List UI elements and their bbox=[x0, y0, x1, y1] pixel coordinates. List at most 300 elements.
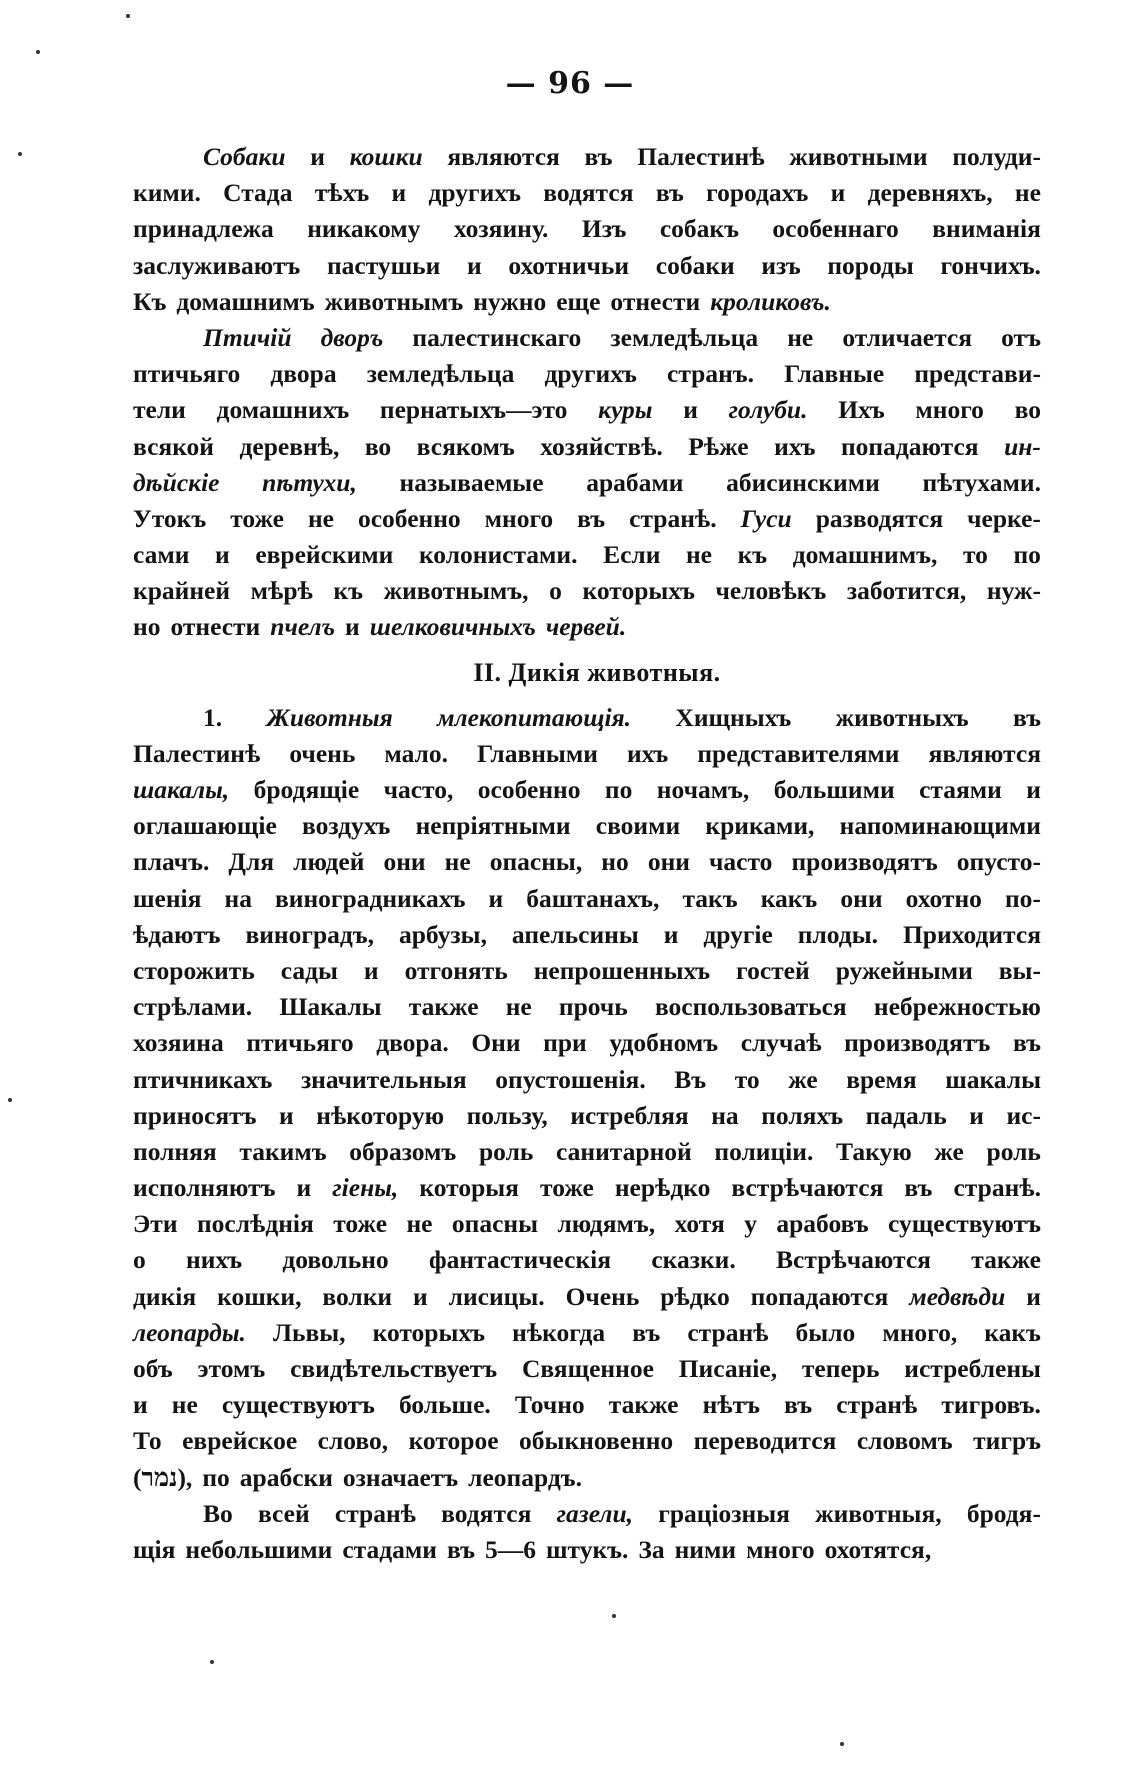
word: принадлежа bbox=[133, 214, 274, 244]
word: кошки, bbox=[217, 1281, 302, 1311]
scan-speck bbox=[126, 14, 130, 18]
text-line bbox=[133, 609, 1041, 645]
word: животныхъ bbox=[835, 702, 969, 732]
word: нерѣдко bbox=[614, 1173, 711, 1203]
word: разводятся bbox=[815, 503, 944, 533]
text-line bbox=[133, 772, 1041, 808]
italic-word: медвѣди bbox=[909, 1281, 1006, 1311]
word: которое bbox=[408, 1426, 499, 1456]
word: стрѣлами. bbox=[133, 992, 253, 1022]
word: и bbox=[279, 1100, 294, 1130]
word: попадаются bbox=[750, 1281, 889, 1311]
word: леопардъ. bbox=[468, 1462, 582, 1492]
word: сказки. bbox=[651, 1245, 736, 1275]
word: собаки bbox=[655, 250, 735, 280]
word: не bbox=[787, 322, 814, 352]
word: кими. bbox=[133, 178, 201, 208]
word: Для bbox=[228, 847, 275, 877]
word: поляхъ bbox=[761, 1100, 844, 1130]
word: деревнѣ, bbox=[239, 431, 340, 461]
word: тигръ bbox=[973, 1426, 1041, 1456]
word: нуж- bbox=[986, 576, 1041, 606]
word: которыя bbox=[419, 1173, 519, 1203]
word: странѣ. bbox=[629, 503, 717, 533]
word: нихъ bbox=[186, 1245, 243, 1275]
word: криками, bbox=[705, 811, 815, 841]
word: также bbox=[408, 992, 479, 1022]
word: Рѣже bbox=[688, 431, 749, 461]
word: отнести bbox=[170, 612, 261, 642]
word: нужно bbox=[473, 286, 547, 316]
word: истребляя bbox=[570, 1100, 689, 1130]
word: породы bbox=[827, 250, 914, 280]
word: большими bbox=[773, 775, 895, 804]
word: хозяина bbox=[133, 1028, 224, 1058]
word: такимъ bbox=[239, 1136, 327, 1166]
word: и bbox=[215, 540, 230, 570]
word: тоже bbox=[540, 1173, 594, 1203]
word: тигровъ. bbox=[941, 1390, 1041, 1420]
word: не bbox=[406, 1209, 433, 1239]
word: земледѣльца bbox=[610, 322, 759, 352]
word: не bbox=[1014, 178, 1041, 208]
word: непріятными bbox=[415, 811, 571, 841]
word: лисицы. bbox=[448, 1281, 545, 1311]
word: 5—6 bbox=[484, 1534, 536, 1564]
italic-word: червей. bbox=[545, 612, 627, 642]
word: абисинскими bbox=[726, 467, 880, 497]
word: ѣдаютъ bbox=[133, 919, 221, 949]
word: являются bbox=[928, 738, 1041, 768]
word: не bbox=[685, 540, 712, 570]
word: переводится bbox=[693, 1426, 837, 1456]
word: апельсины bbox=[511, 919, 639, 949]
word: пѣтухами. bbox=[922, 467, 1041, 497]
word: небрежностью bbox=[873, 992, 1041, 1022]
word: водятся bbox=[543, 178, 634, 208]
word: Палестинѣ bbox=[637, 142, 765, 171]
word: какъ bbox=[760, 883, 818, 913]
word: арабами bbox=[586, 467, 684, 497]
word: водятся bbox=[441, 1498, 532, 1528]
word: въ bbox=[632, 1317, 661, 1347]
word: же bbox=[788, 1064, 818, 1094]
italic-word: Животныя bbox=[266, 702, 393, 732]
text-line bbox=[133, 844, 1041, 880]
word: тоже bbox=[333, 1209, 388, 1239]
word: животнымъ bbox=[324, 286, 464, 316]
word: баштанахъ, bbox=[526, 883, 660, 913]
word: 1. bbox=[203, 702, 223, 732]
word: еврейское bbox=[182, 1426, 298, 1456]
word: въ bbox=[577, 503, 606, 533]
word: охотно bbox=[905, 883, 982, 913]
text-line bbox=[133, 1315, 1041, 1351]
word: въ bbox=[655, 178, 684, 208]
word: воспользоваться bbox=[654, 992, 847, 1022]
word: волки bbox=[322, 1281, 393, 1311]
word: собакъ bbox=[659, 214, 739, 244]
word: сторожить bbox=[133, 955, 255, 985]
word: животныя, bbox=[815, 1498, 942, 1528]
word: арбузы, bbox=[398, 919, 487, 949]
word: и bbox=[363, 955, 379, 985]
italic-word: гіены, bbox=[332, 1173, 399, 1203]
word: значительныя bbox=[300, 1064, 467, 1094]
word: образомъ bbox=[349, 1136, 457, 1166]
word: странъ. bbox=[667, 359, 755, 389]
word: щія bbox=[133, 1534, 176, 1564]
word: при bbox=[543, 1028, 587, 1058]
word: Въ bbox=[674, 1064, 707, 1094]
word: Стада bbox=[223, 178, 293, 208]
word: много, bbox=[882, 1317, 958, 1347]
word: отгонять bbox=[404, 955, 508, 985]
word: палестинскаго bbox=[412, 322, 582, 352]
word: и bbox=[488, 883, 504, 913]
word: представи- bbox=[914, 359, 1041, 389]
word: Если bbox=[603, 540, 661, 570]
italic-word: шелковичныхъ bbox=[369, 612, 536, 642]
word: заботится, bbox=[846, 576, 967, 606]
word: представителями bbox=[697, 738, 900, 768]
word: много bbox=[915, 395, 984, 425]
word: опусто- bbox=[956, 847, 1041, 877]
word: другихъ bbox=[428, 178, 521, 208]
word: Шакалы bbox=[279, 992, 382, 1022]
word: вниманія bbox=[932, 214, 1041, 244]
word: о bbox=[549, 576, 562, 606]
word: нѣкогда bbox=[512, 1317, 606, 1347]
text-line bbox=[133, 465, 1041, 501]
word: опасны bbox=[451, 1209, 539, 1239]
word: нѣкоторую bbox=[316, 1100, 445, 1130]
word: рѣдко bbox=[660, 1281, 730, 1311]
word: ихъ bbox=[626, 738, 669, 768]
word: Главными bbox=[477, 738, 598, 768]
text-line bbox=[133, 1134, 1041, 1170]
text-line bbox=[133, 501, 1041, 537]
italic-word: млекопитающія. bbox=[437, 702, 632, 732]
word: Они bbox=[471, 1028, 521, 1058]
word: отнести bbox=[610, 286, 701, 316]
word: никакому bbox=[307, 214, 421, 244]
word: называемые bbox=[399, 467, 544, 497]
word: существуютъ bbox=[888, 1209, 1041, 1239]
word: гончихъ. bbox=[940, 250, 1041, 280]
italic-word: дѣйскіе bbox=[133, 467, 220, 497]
word: опустошенія. bbox=[495, 1064, 646, 1094]
text-line bbox=[133, 139, 1041, 175]
word: бродящіе bbox=[253, 775, 360, 804]
scan-speck bbox=[36, 50, 40, 54]
word: такъ bbox=[682, 883, 738, 913]
word: крайней bbox=[133, 576, 231, 606]
text-line bbox=[133, 248, 1041, 284]
word: Писаніе, bbox=[678, 1354, 778, 1383]
word: случаѣ bbox=[740, 1028, 822, 1058]
word: тоже bbox=[230, 503, 284, 533]
word: существуютъ bbox=[221, 1390, 375, 1420]
word: отличается bbox=[842, 322, 973, 352]
word: тѣхъ bbox=[314, 178, 370, 208]
italic-word: газели, bbox=[556, 1498, 634, 1528]
word: теперь bbox=[801, 1354, 880, 1383]
text-line bbox=[133, 917, 1041, 953]
word: производятъ bbox=[791, 847, 938, 877]
text-line bbox=[133, 392, 1041, 428]
word: и bbox=[969, 1100, 984, 1130]
word: и bbox=[296, 1173, 312, 1203]
word: Точно bbox=[514, 1390, 585, 1420]
word: нѣтъ bbox=[702, 1390, 760, 1420]
word: по bbox=[1013, 540, 1041, 570]
word: Изъ bbox=[581, 214, 627, 244]
word: животнымъ, bbox=[383, 576, 529, 606]
word: шакалы bbox=[945, 1064, 1041, 1094]
word: въ bbox=[1012, 1028, 1041, 1058]
word: странѣ bbox=[836, 1390, 918, 1420]
word: словомъ bbox=[856, 1426, 953, 1456]
word: на bbox=[224, 883, 252, 913]
word: мѣрѣ bbox=[250, 576, 313, 606]
italic-word: ин- bbox=[1004, 431, 1041, 461]
word: по- bbox=[1004, 883, 1041, 913]
word: Хищныхъ bbox=[675, 702, 792, 732]
word: приносятъ bbox=[133, 1100, 257, 1130]
word: и bbox=[133, 1390, 148, 1420]
text-line bbox=[133, 953, 1041, 989]
word: особенно bbox=[477, 775, 581, 804]
word: черке- bbox=[967, 503, 1041, 533]
word: заслуживаютъ bbox=[133, 250, 301, 280]
word: много bbox=[746, 1534, 815, 1564]
word: къ bbox=[333, 576, 363, 606]
word: еще bbox=[556, 286, 601, 316]
text-line bbox=[133, 573, 1041, 609]
word: двора bbox=[270, 359, 337, 389]
word: и bbox=[310, 142, 325, 171]
text-line bbox=[133, 356, 1041, 392]
word: по bbox=[604, 775, 633, 804]
word: много bbox=[484, 503, 554, 533]
word: сады bbox=[280, 955, 338, 985]
word: попадаются bbox=[840, 431, 979, 461]
word: было bbox=[795, 1317, 856, 1347]
text-line bbox=[133, 808, 1041, 844]
word: удобномъ bbox=[609, 1028, 719, 1058]
word: плачъ. bbox=[133, 847, 210, 877]
word: еврейскими bbox=[255, 540, 394, 570]
text-line bbox=[133, 1170, 1041, 1206]
word: граціозныя bbox=[658, 1498, 790, 1528]
word: человѣкъ bbox=[715, 576, 827, 606]
word: падаль bbox=[865, 1100, 947, 1130]
word: птичьяго bbox=[133, 359, 241, 389]
word: встрѣчаются bbox=[731, 1173, 884, 1203]
word: (נמר), bbox=[133, 1462, 193, 1492]
word: шенія bbox=[133, 883, 202, 913]
word: и bbox=[1026, 775, 1041, 804]
word: полиціи. bbox=[714, 1136, 814, 1166]
text-line bbox=[133, 1387, 1041, 1423]
word: всякомъ bbox=[416, 431, 515, 461]
word: людей bbox=[293, 847, 365, 877]
word: непрошенныхъ bbox=[533, 955, 711, 985]
word: на bbox=[711, 1100, 739, 1130]
word: людямъ, bbox=[557, 1209, 656, 1239]
word: то bbox=[734, 1064, 760, 1094]
italic-word: Собаки bbox=[203, 142, 286, 171]
page-number: — 96 — bbox=[505, 66, 635, 101]
word: виноградникахъ bbox=[275, 883, 466, 913]
word: этомъ bbox=[197, 1354, 266, 1383]
word: но bbox=[133, 612, 161, 642]
word: также bbox=[608, 1390, 679, 1420]
word: же bbox=[934, 1136, 964, 1166]
word: особенно bbox=[357, 503, 461, 533]
word: исполняютъ bbox=[133, 1173, 276, 1203]
word: сами bbox=[133, 540, 190, 570]
text-line bbox=[133, 320, 1041, 356]
word: довольно bbox=[282, 1245, 389, 1275]
word: послѣднія bbox=[196, 1209, 314, 1239]
word: Такую bbox=[836, 1136, 912, 1166]
word: во bbox=[364, 431, 392, 461]
word: Эти bbox=[133, 1209, 178, 1239]
text-line bbox=[133, 1351, 1041, 1387]
body-text bbox=[133, 139, 1041, 1568]
text-line bbox=[133, 1532, 1041, 1568]
word: объ bbox=[133, 1354, 173, 1383]
word: Приходится bbox=[902, 919, 1041, 949]
word: плоды. bbox=[797, 919, 878, 949]
scan-speck bbox=[840, 1742, 844, 1746]
word: Во bbox=[203, 1498, 233, 1528]
word: ис- bbox=[1006, 1100, 1041, 1130]
word: слово, bbox=[317, 1426, 389, 1456]
word: означаетъ bbox=[342, 1462, 459, 1492]
word: птичьяго bbox=[246, 1028, 354, 1058]
word: хозяйствѣ. bbox=[540, 431, 663, 461]
text-line bbox=[133, 1279, 1041, 1315]
text-line bbox=[133, 211, 1041, 247]
word: другихъ bbox=[544, 359, 637, 389]
word: виноградъ, bbox=[245, 919, 375, 949]
word: Встрѣчаются bbox=[776, 1245, 931, 1275]
text-line bbox=[133, 1242, 1041, 1278]
word: небольшими bbox=[185, 1534, 333, 1564]
word: пастушьи bbox=[326, 250, 441, 280]
italic-word: Птичій bbox=[203, 322, 292, 352]
word: ружейными bbox=[835, 955, 973, 985]
word: въ bbox=[446, 1534, 475, 1564]
word: но bbox=[601, 847, 629, 877]
italic-word: шакалы, bbox=[133, 775, 230, 804]
word: и bbox=[391, 178, 407, 208]
word: бродя- bbox=[966, 1498, 1041, 1528]
word: и bbox=[413, 1281, 428, 1311]
word: другіе bbox=[703, 919, 773, 949]
scan-speck bbox=[210, 1660, 214, 1664]
word: въ bbox=[784, 1390, 813, 1420]
text-line bbox=[133, 881, 1041, 917]
word: Палестинѣ bbox=[133, 738, 261, 768]
word: хотя bbox=[674, 1209, 725, 1239]
word: странѣ bbox=[687, 1317, 769, 1347]
word: пользу, bbox=[466, 1100, 548, 1130]
word: гостей bbox=[736, 955, 810, 985]
word: напоминающими bbox=[839, 811, 1041, 841]
word: всякой bbox=[133, 431, 214, 461]
word: въ bbox=[1012, 702, 1041, 732]
word: свидѣтельствуетъ bbox=[290, 1354, 498, 1383]
word: хозяину. bbox=[453, 214, 549, 244]
word: часто, bbox=[383, 775, 454, 804]
section-heading: II. Дикія животныя. bbox=[473, 657, 721, 687]
word: которыхъ bbox=[372, 1317, 486, 1347]
word: фантастическія bbox=[428, 1245, 612, 1275]
word: то bbox=[962, 540, 988, 570]
word: Къ bbox=[133, 286, 167, 316]
word: у bbox=[744, 1209, 757, 1239]
word: производятъ bbox=[844, 1028, 991, 1058]
word: больше. bbox=[398, 1390, 491, 1420]
word: стадами bbox=[342, 1534, 437, 1564]
word: домашнихъ bbox=[216, 395, 350, 425]
word: колонистами. bbox=[418, 540, 578, 570]
italic-word: голуби. bbox=[728, 395, 808, 425]
word: во bbox=[1014, 395, 1041, 425]
word: домашнимъ, bbox=[792, 540, 938, 570]
word: санитарной bbox=[556, 1136, 692, 1166]
text-line bbox=[133, 736, 1041, 772]
word: и bbox=[345, 612, 360, 642]
word: время bbox=[846, 1064, 917, 1094]
word: деревняхъ, bbox=[867, 178, 993, 208]
word: городахъ bbox=[706, 178, 809, 208]
word: Очень bbox=[565, 1281, 640, 1311]
text-line bbox=[133, 989, 1041, 1025]
word: Священное bbox=[521, 1354, 654, 1383]
word: пернатыхъ—это bbox=[379, 395, 568, 425]
word: и bbox=[663, 919, 679, 949]
word: птичникахъ bbox=[133, 1064, 273, 1094]
word: За bbox=[638, 1534, 665, 1564]
word: Утокъ bbox=[133, 503, 207, 533]
word: То bbox=[133, 1426, 162, 1456]
word: странѣ bbox=[334, 1498, 416, 1528]
word: дикія bbox=[133, 1281, 197, 1311]
word: изъ bbox=[761, 250, 801, 280]
word: домашнимъ bbox=[176, 286, 315, 316]
word: не bbox=[444, 847, 471, 877]
word: также bbox=[971, 1245, 1041, 1275]
word: вы- bbox=[998, 955, 1041, 985]
word: не bbox=[171, 1390, 198, 1420]
word: всей bbox=[257, 1498, 310, 1528]
word: оглашающіе bbox=[133, 811, 277, 841]
word: опасны, bbox=[489, 847, 583, 877]
word: о bbox=[133, 1245, 146, 1275]
word: роль bbox=[478, 1136, 534, 1166]
text-line bbox=[133, 700, 1041, 736]
word: и bbox=[466, 250, 482, 280]
word: арабовъ bbox=[776, 1209, 869, 1239]
word: обыкновенно bbox=[519, 1426, 674, 1456]
word: прочь bbox=[558, 992, 628, 1022]
text-line bbox=[133, 1423, 1041, 1459]
